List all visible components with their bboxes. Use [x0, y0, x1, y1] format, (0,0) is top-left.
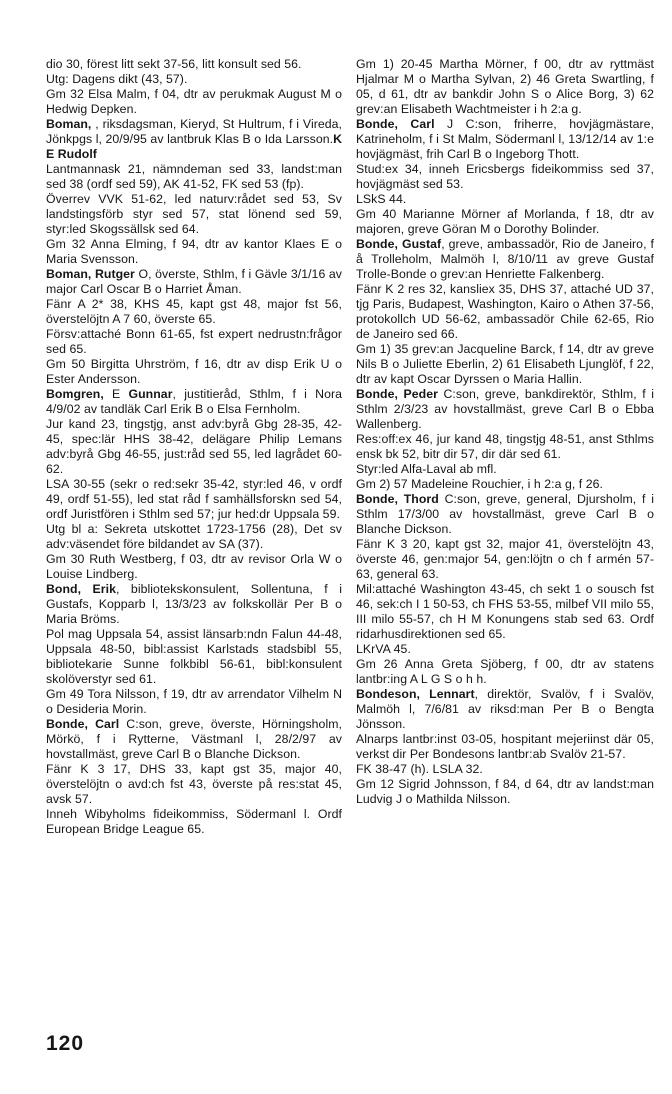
entry-text: Fänr K 3 20, kapt gst 32, major 41, överstelöjtn 43, överste 46, gen:major 54, gen:löjtn o ch f armén 57-63, general 63. — [356, 537, 654, 581]
entry-paragraph — [46, 162, 342, 192]
entry-text: Res:off:ex 46, jur kand 48, tingstjg 48-51, anst Sthlms ensk bk 52, bitr dir 57, dir där sed 61. — [356, 432, 654, 461]
entry-name: Bonde, Peder — [356, 387, 444, 401]
entry-paragraph — [46, 117, 342, 162]
entry-text: Lantmannask 21, nämndeman sed 33, landst:man sed 38 (ordf sed 59), AK 41-52, FK sed 53 (fp). — [46, 162, 342, 191]
entry-name: Bondeson, Lennart — [356, 687, 475, 701]
entry-text: LSkS 44. — [356, 192, 407, 206]
entry-name: Bond, Erik — [46, 582, 116, 596]
entry-paragraph — [356, 537, 654, 582]
entry-text: Fänr K 2 res 32, kansliex 35, DHS 37, attaché UD 37, tjg Paris, Budapest, Washington, Kairo o Athen 37-56, protokollch UD 56-62, ambassadör Chile 62-65, Rio de Janeiro sed 66. — [356, 282, 654, 341]
entry-paragraph — [46, 357, 342, 387]
entry-text: Mil:attaché Washington 43-45, ch sekt 1 o sousch fst 46, sek:ch I 1 50-53, ch FHS 53-55, milbef VII milo 55, III milo 55-57, ch H M Konungens stab sed 63. Ordf ridarhusdirektionen sed 65. — [356, 582, 655, 641]
entry-paragraph — [46, 807, 342, 837]
entry-text: Stud:ex 34, inneh Ericsbergs fideikommiss sed 37, hovjägmäst sed 53. — [356, 162, 654, 191]
entry-text: , direktör, Svalöv, f i Svalöv, Malmöh l, 7/6/81 av riksd:man Per B o Bengta Jönsson. — [356, 687, 654, 731]
entry-text: O, överste, Sthlm, f i Gävle 3/1/16 av major Carl Oscar B o Harriet Åman. — [46, 267, 342, 296]
entry-paragraph — [356, 207, 654, 237]
entry-paragraph — [356, 282, 654, 342]
entry-text: Pol mag Uppsala 54, assist länsarb:ndn Falun 44-48, Uppsala 48-50, bibl:assist Karlstads stadsbibl 55, bibliotekarie Sunne folkbibl 56-61, bibl:konsulent skolöverstyr sed 61. — [46, 627, 342, 686]
entry-paragraph — [46, 552, 342, 582]
entry-text: Fänr A 2* 38, KHS 45, kapt gst 48, major fst 56, överstelöjtn A 7 60, överste 65. — [46, 297, 342, 326]
entry-name: Gunnar — [128, 387, 173, 401]
entry-text: , riksdagsman, Kieryd, St Hultrum, f i Vireda, Jönkpgs l, 20/9/95 av lantbruk Klas B o Ida Larsson. — [46, 117, 343, 146]
left-column — [46, 57, 342, 837]
entry-paragraph — [356, 432, 654, 462]
entry-text: Utg bl a: Sekreta utskottet 1723-1756 (28), Det sv adv:väsendet före bildandet av SA (37). — [46, 522, 342, 551]
entry-paragraph — [356, 117, 654, 162]
entry-paragraph — [356, 342, 654, 387]
entry-paragraph — [46, 417, 342, 477]
entry-text: FK 38-47 (h). LSLA 32. — [356, 762, 483, 776]
entry-name: Boman, — [46, 117, 96, 131]
entry-text: Utg: Dagens dikt (43, 57). — [46, 72, 188, 86]
entry-text: LSA 30-55 (sekr o red:sekr 35-42, styr:led 46, v ordf 49, ordf 51-55), led stat råd f samhällsforskn sed 54, ordf Juristfören i Sthlm sed 57; jur hed:dr Uppsala 59. — [46, 477, 342, 521]
entry-text: Överrev VVK 51-62, led naturv:rådet sed 53, Sv landstingsförb styr sed 57, stat lönend sed 59, styr:led Skogssällsk sed 64. — [46, 192, 342, 236]
entry-paragraph — [356, 237, 654, 282]
entry-text: Gm 50 Birgitta Uhrström, f 16, dtr av disp Erik U o Ester Andersson. — [46, 357, 342, 386]
entry-paragraph — [46, 717, 342, 762]
entry-paragraph — [46, 297, 342, 327]
entry-paragraph — [356, 777, 654, 807]
entry-paragraph — [46, 477, 342, 522]
entry-text: E — [112, 387, 129, 401]
entry-paragraph — [356, 462, 654, 477]
entry-paragraph — [46, 237, 342, 267]
entry-text: Gm 32 Elsa Malm, f 04, dtr av perukmak August M o Hedwig Depken. — [46, 87, 342, 116]
entry-text: Inneh Wibyholms fideikommiss, Södermanl l. Ordf European Bridge League 65. — [46, 807, 342, 836]
entry-paragraph — [356, 57, 654, 117]
entry-name: Bonde, Thord — [356, 492, 445, 506]
entry-paragraph — [356, 657, 654, 687]
entry-text: LKrVA 45. — [356, 642, 411, 656]
entry-paragraph — [46, 627, 342, 687]
entry-paragraph — [46, 762, 342, 807]
entry-text: Gm 32 Anna Elming, f 94, dtr av kantor Klaes E o Maria Svensson. — [46, 237, 342, 266]
entry-paragraph — [356, 492, 654, 537]
entry-text: , bibliotekskonsulent, Sollentuna, f i Gustafs, Kopparb l, 13/3/23 av folkskollär Per B o Maria Bröms. — [46, 582, 342, 626]
entry-name: Bonde, Carl — [356, 117, 447, 131]
entry-name: K E Rudolf — [46, 132, 342, 161]
entry-text: dio 30, förest litt sekt 37-56, litt konsult sed 56. — [46, 57, 302, 71]
entry-paragraph — [46, 387, 342, 417]
entry-paragraph — [356, 162, 654, 192]
entry-text: Jur kand 23, tingstjg, anst adv:byrå Gbg 28-35, 42-45, spec:lär HHS 38-42, delägare Philip Lemans adv:byrå Gbg 46-55, just:råd sed 55, led lagrådet 60-62. — [46, 417, 342, 476]
entry-text: C:son, greve, general, Djursholm, f i Sthlm 17/3/00 av hovstallmäst, greve Carl B o Blanche Dickson. — [356, 492, 655, 536]
entry-paragraph — [46, 582, 342, 627]
entry-paragraph — [46, 72, 342, 87]
entry-paragraph — [356, 762, 654, 777]
entry-paragraph — [46, 57, 342, 72]
entry-text: Styr:led Alfa-Laval ab mfl. — [356, 462, 497, 476]
entry-text: C:son, greve, bankdirektör, Sthlm, f i Sthlm 2/3/23 av hovstallmäst, greve Carl B o Ebba Wallenberg. — [356, 387, 654, 431]
entry-text: , justitieråd, Sthlm, f i Nora 4/9/02 av tandläk Carl Erik B o Elsa Fernholm. — [46, 387, 342, 416]
entry-paragraph — [356, 192, 654, 207]
entry-paragraph — [356, 642, 654, 657]
right-column — [356, 57, 654, 807]
entry-text: Gm 49 Tora Nilsson, f 19, dtr av arrendator Vilhelm N o Desideria Morin. — [46, 687, 342, 716]
entry-paragraph — [356, 582, 654, 642]
entry-paragraph — [46, 192, 342, 237]
entry-paragraph — [46, 87, 342, 117]
entry-paragraph — [356, 387, 654, 432]
entry-text: J C:son, friherre, hovjägmästare, Katrineholm, f i St Malm, Södermanl l, 13/12/14 av 1:e hovjägmäst, frih Carl B o Ingeborg Thott. — [356, 117, 654, 161]
entry-text: , greve, ambassadör, Rio de Janeiro, f å Trolleholm, Malmöh l, 8/10/11 av greve Gustaf Trolle-Bonde o grev:an Henriette Falkenberg. — [356, 237, 654, 281]
entry-text: C:son, greve, överste, Hörningsholm, Mörkö, f i Rytterne, Västmanl l, 28/2/97 av hovstallmäst, greve Carl B o Blanche Dickson. — [46, 717, 342, 761]
entry-paragraph — [46, 327, 342, 357]
entry-name: Bonde, Carl — [46, 717, 127, 731]
entry-text: Gm 2) 57 Madeleine Rouchier, i h 2:a g, f 26. — [356, 477, 603, 491]
entry-text: Försv:attaché Bonn 61-65, fst expert nedrustn:frågor sed 65. — [46, 327, 342, 356]
entry-text: Gm 30 Ruth Westberg, f 03, dtr av revisor Orla W o Louise Lindberg. — [46, 552, 342, 581]
entry-text: Gm 1) 20-45 Martha Mörner, f 00, dtr av ryttmäst Hjalmar M o Martha Sylvan, 2) 46 Greta Swartling, f 05, d 61, dtr av bankdir John S o Alice Borg, 3) 62 grev:an Elisabeth Wachtmeister i h 2:a g. — [356, 57, 654, 116]
entry-paragraph — [46, 522, 342, 552]
entry-name: Boman, Rutger — [46, 267, 139, 281]
entry-text: Gm 1) 35 grev:an Jacqueline Barck, f 14, dtr av greve Nils B o Juliette Eberlin, 2) 61 Elisabeth Ljunglöf, f 22, dtr av kapt Oscar Dyrssen o Maria Hallin. — [356, 342, 654, 386]
entry-text: Gm 12 Sigrid Johnsson, f 84, d 64, dtr av landst:man Ludvig J o Mathilda Nilsson. — [356, 777, 654, 806]
entry-paragraph — [356, 732, 654, 762]
entry-paragraph — [356, 687, 654, 732]
entry-name: Bomgren, — [46, 387, 113, 401]
entry-text: Gm 40 Marianne Mörner af Morlanda, f 18, dtr av majoren, greve Göran M o Dorothy Bolinder. — [356, 207, 654, 236]
entry-paragraph — [356, 477, 654, 492]
entry-text: Alnarps lantbr:inst 03-05, hospitant mejeriinst där 05, verkst dir Per Bondesons lantbr:ab Svalöv 21-57. — [356, 732, 654, 761]
entry-paragraph — [46, 687, 342, 717]
page-number: 120 — [46, 1032, 85, 1055]
entry-text: Fänr K 3 17, DHS 33, kapt gst 35, major 40, överstelöjtn o avd:ch fst 43, överste på res:stat 45, avsk 57. — [46, 762, 342, 806]
entry-paragraph — [46, 267, 342, 297]
entry-text: Gm 26 Anna Greta Sjöberg, f 00, dtr av statens lantbr:ing A L G S o h h. — [356, 657, 654, 686]
entry-name: Bonde, Gustaf — [356, 237, 442, 251]
